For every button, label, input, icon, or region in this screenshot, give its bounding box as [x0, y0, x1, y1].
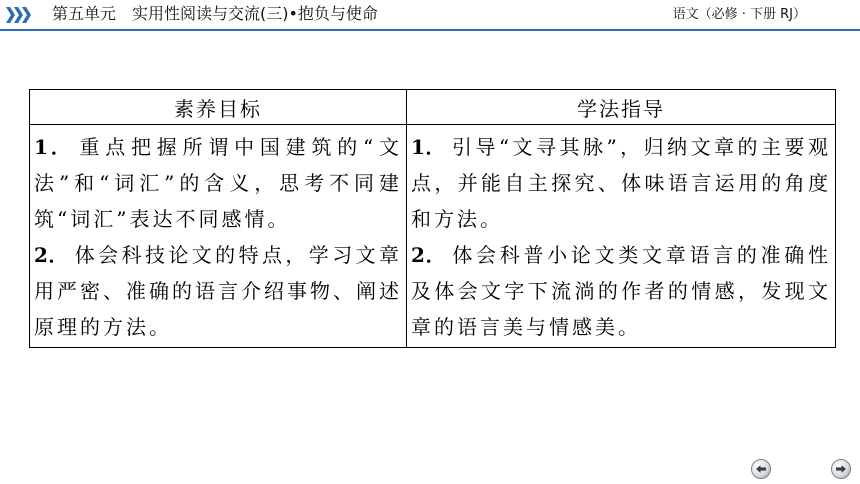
next-page-button[interactable] [831, 459, 851, 479]
goal-item [34, 237, 402, 345]
arrow-right-icon [836, 465, 846, 473]
goals-cell [30, 125, 407, 348]
page-header [0, 0, 860, 34]
method-item [411, 237, 831, 345]
item-number: 1． [34, 135, 74, 159]
book-label: 语文（必修 · 下册 RJ） [672, 7, 806, 22]
item-number: 2． [411, 243, 447, 267]
methods-cell [407, 125, 836, 348]
goal-item [34, 129, 402, 237]
chevron-right-icon [6, 6, 30, 24]
item-text: 重点把握所谓中国建筑的“文法”和“词汇”的含义，思考不同建筑“词汇”表达不同感情。 [34, 135, 402, 231]
guide-table [29, 89, 836, 348]
item-number: 2． [34, 243, 69, 267]
item-text: 体会科普小论文类文章语言的准确性及体会文字下流淌的作者的情感，发现文章的语言美与情感美。 [411, 243, 832, 339]
unit-title: 第五单元 实用性阅读与交流(三)•抱负与使命 [52, 4, 378, 23]
prev-page-button[interactable] [751, 459, 771, 479]
method-item [411, 129, 831, 237]
item-text: 体会科技论文的特点，学习文章用严密、准确的语言介绍事物、阐述原理的方法。 [34, 243, 403, 339]
column-header-goals: 素养目标 [30, 90, 407, 125]
table-header-row [30, 90, 836, 125]
item-number: 1． [411, 135, 446, 159]
item-text: 引导“文寻其脉”，归纳文章的主要观点，并能自主探究、体味语言运用的角度和方法。 [411, 135, 831, 231]
table-row [30, 125, 836, 348]
arrow-left-icon [756, 465, 766, 473]
header-divider [0, 29, 860, 31]
column-header-methods: 学法指导 [407, 90, 836, 125]
